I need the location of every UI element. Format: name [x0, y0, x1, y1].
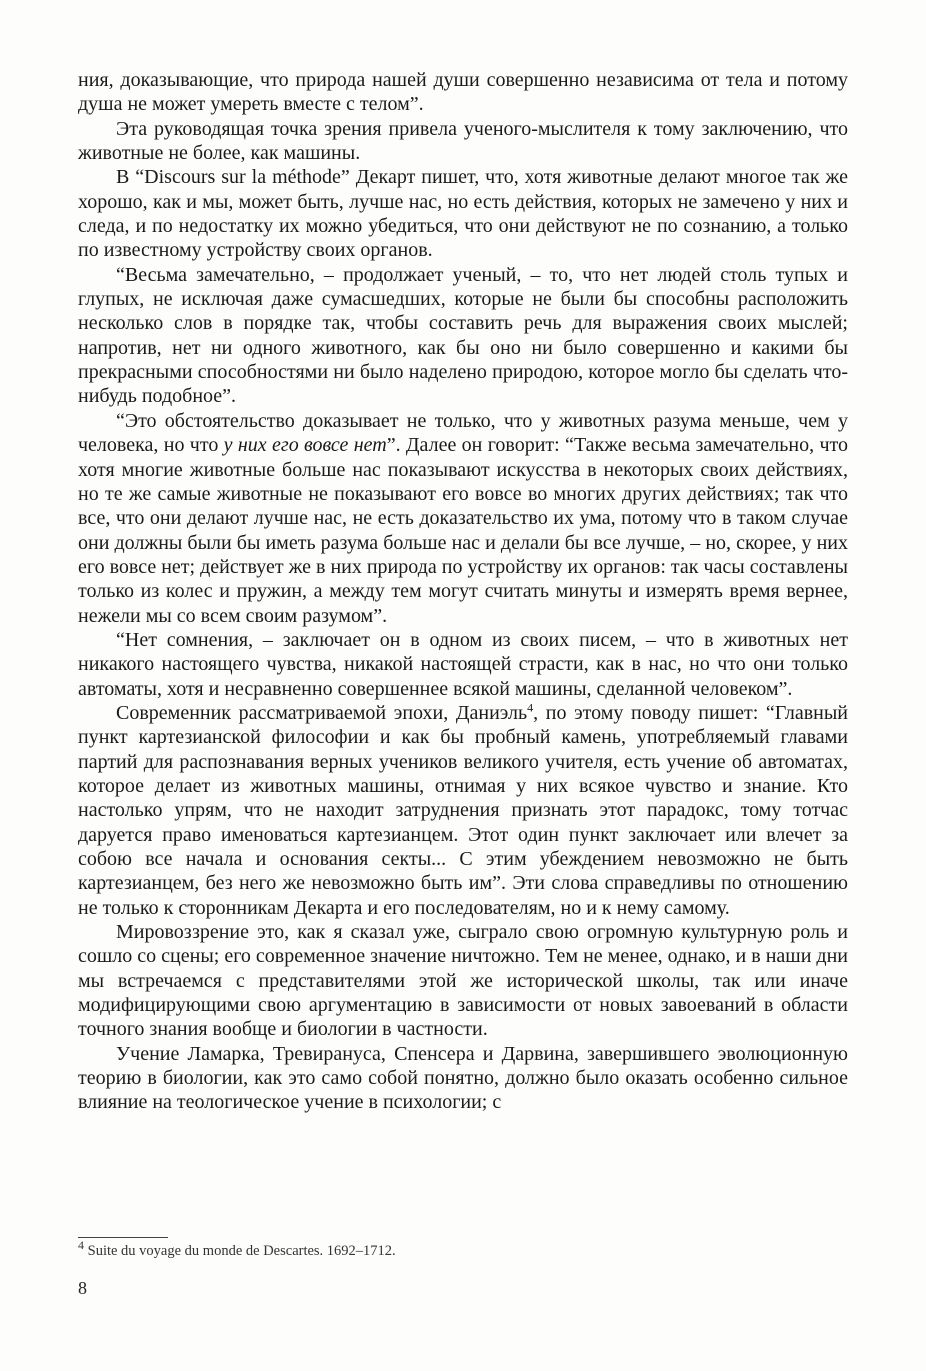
page-body-text — [78, 68, 848, 1115]
paragraph-4: “Весьма замечательно, – продолжает ученый, – то, что нет людей столь тупых и глупых, не исключая даже сумасшедших, которые не были бы способны расположить несколько слов в порядке так, чтобы составить речь для выражения своих мыслей; напротив, нет ни одного животного, как бы оно ни было совершенно и какими бы прекрасными способностями ни было наделено природою, которое могло бы сделать что-нибудь подобное”. — [78, 263, 848, 408]
footnote-divider — [78, 1237, 168, 1238]
paragraph-9: Учение Ламарка, Тревирануса, Спенсера и Дарвина, завершившего эволюционную теорию в биологии, как это само собой понятно, должно было оказать особенно сильное влияние на теологическое учение в психологии; с — [78, 1042, 848, 1114]
paragraph-2: Эта руководящая точка зрения привела ученого-мыслителя к тому заключению, что животные не более, как машины. — [78, 117, 848, 165]
paragraph-6: “Нет сомнения, – заключает он в одном из своих писем, – что в животных нет никакого настоящего чувства, никакой настоящей страсти, как в нас, но что они только автоматы, хотя и несравненно совершеннее всякой машины, сделанной человеком”. — [78, 628, 848, 700]
page-number: 8 — [78, 1278, 87, 1298]
paragraph-5-emphasis: у них его вовсе нет — [223, 434, 387, 457]
paragraph-5-before: “Это обстоятельство доказывает не только, что у животных разума меньше, чем у человека, но что — [78, 409, 848, 457]
paragraph-3: В “Discours sur la méthode” Декарт пишет, что, хотя животные делают многое так же хорошо, как и мы, может быть, лучше нас, но есть действия, которых не замечено у них и следа, и по недостатку их можно убедиться, что они действуют не по сознанию, а только по известному устройству своих органов. — [78, 166, 848, 262]
paragraph-8: Мировоззрение это, как я сказал уже, сыграло свою огромную культурную роль и сошло со сцены; его современное значение ничтожно. Тем не менее, однако, и в наши дни мы встречаемся с представителями этой же исторической школы, так или иначе модифицирующими свою аргументацию в зависимости от новых завоеваний в области точного знания вообще и биологии в частности. — [78, 921, 848, 1041]
footnote-reference: 4 — [527, 700, 534, 715]
paragraph-1: ния, доказывающие, что природа нашей души совершенно независима от тела и потому душа не может умереть вместе с телом”. — [78, 69, 848, 116]
paragraph-7-before: Современник рассматриваемой эпохи, Даниэль — [116, 701, 528, 724]
paragraph-7 — [78, 701, 848, 920]
footnote-marker: 4 — [78, 1238, 84, 1253]
footnote-text: Suite du voyage du monde de Descartes. 1692–1712. — [84, 1243, 396, 1259]
paragraph-7-after: , по этому поводу пишет: “Главный пункт картезианской философии и как бы пробный камень, употребляемый главами партий для распознавания верных учеников великого учителя, есть учение об автоматах, которое делает из животных машины, отнимая у них всякое чувство и знание. Кто настолько упрям, что не находит затруднения признать этот парадокс, тому тотчас даруется право именоваться картезианцем. Этот один пункт заключает или влечет за собою все начала и основания секты... С этим убеждением невозможно не быть картезианцем, без него же невозможно быть им”. Эти слова справедливы по отношению не только к сторонникам Декарта и его последователям, но и к нему самому. — [78, 701, 848, 919]
paragraph-5 — [78, 409, 848, 628]
paragraph-5-after: ”. Далее он говорит: “Также весьма замечательно, что хотя многие животные больше нас показывают искусства в некоторых своих действиях, но те же самые животные не показывают его вовсе во многих других действиях; так что все, что они делают лучше нас, не есть доказательство их ума, потому что в таком случае они должны были бы иметь разума больше нас и делали бы все лучше, – но, скорее, у них его вовсе нет; действует же в них природа по устройству их органов: так часы составлены только из колес и пружин, а между тем могут считать минуты и измерять время вернее, нежели мы со всем своим разумом”. — [78, 434, 848, 627]
footnote — [78, 1238, 848, 1260]
